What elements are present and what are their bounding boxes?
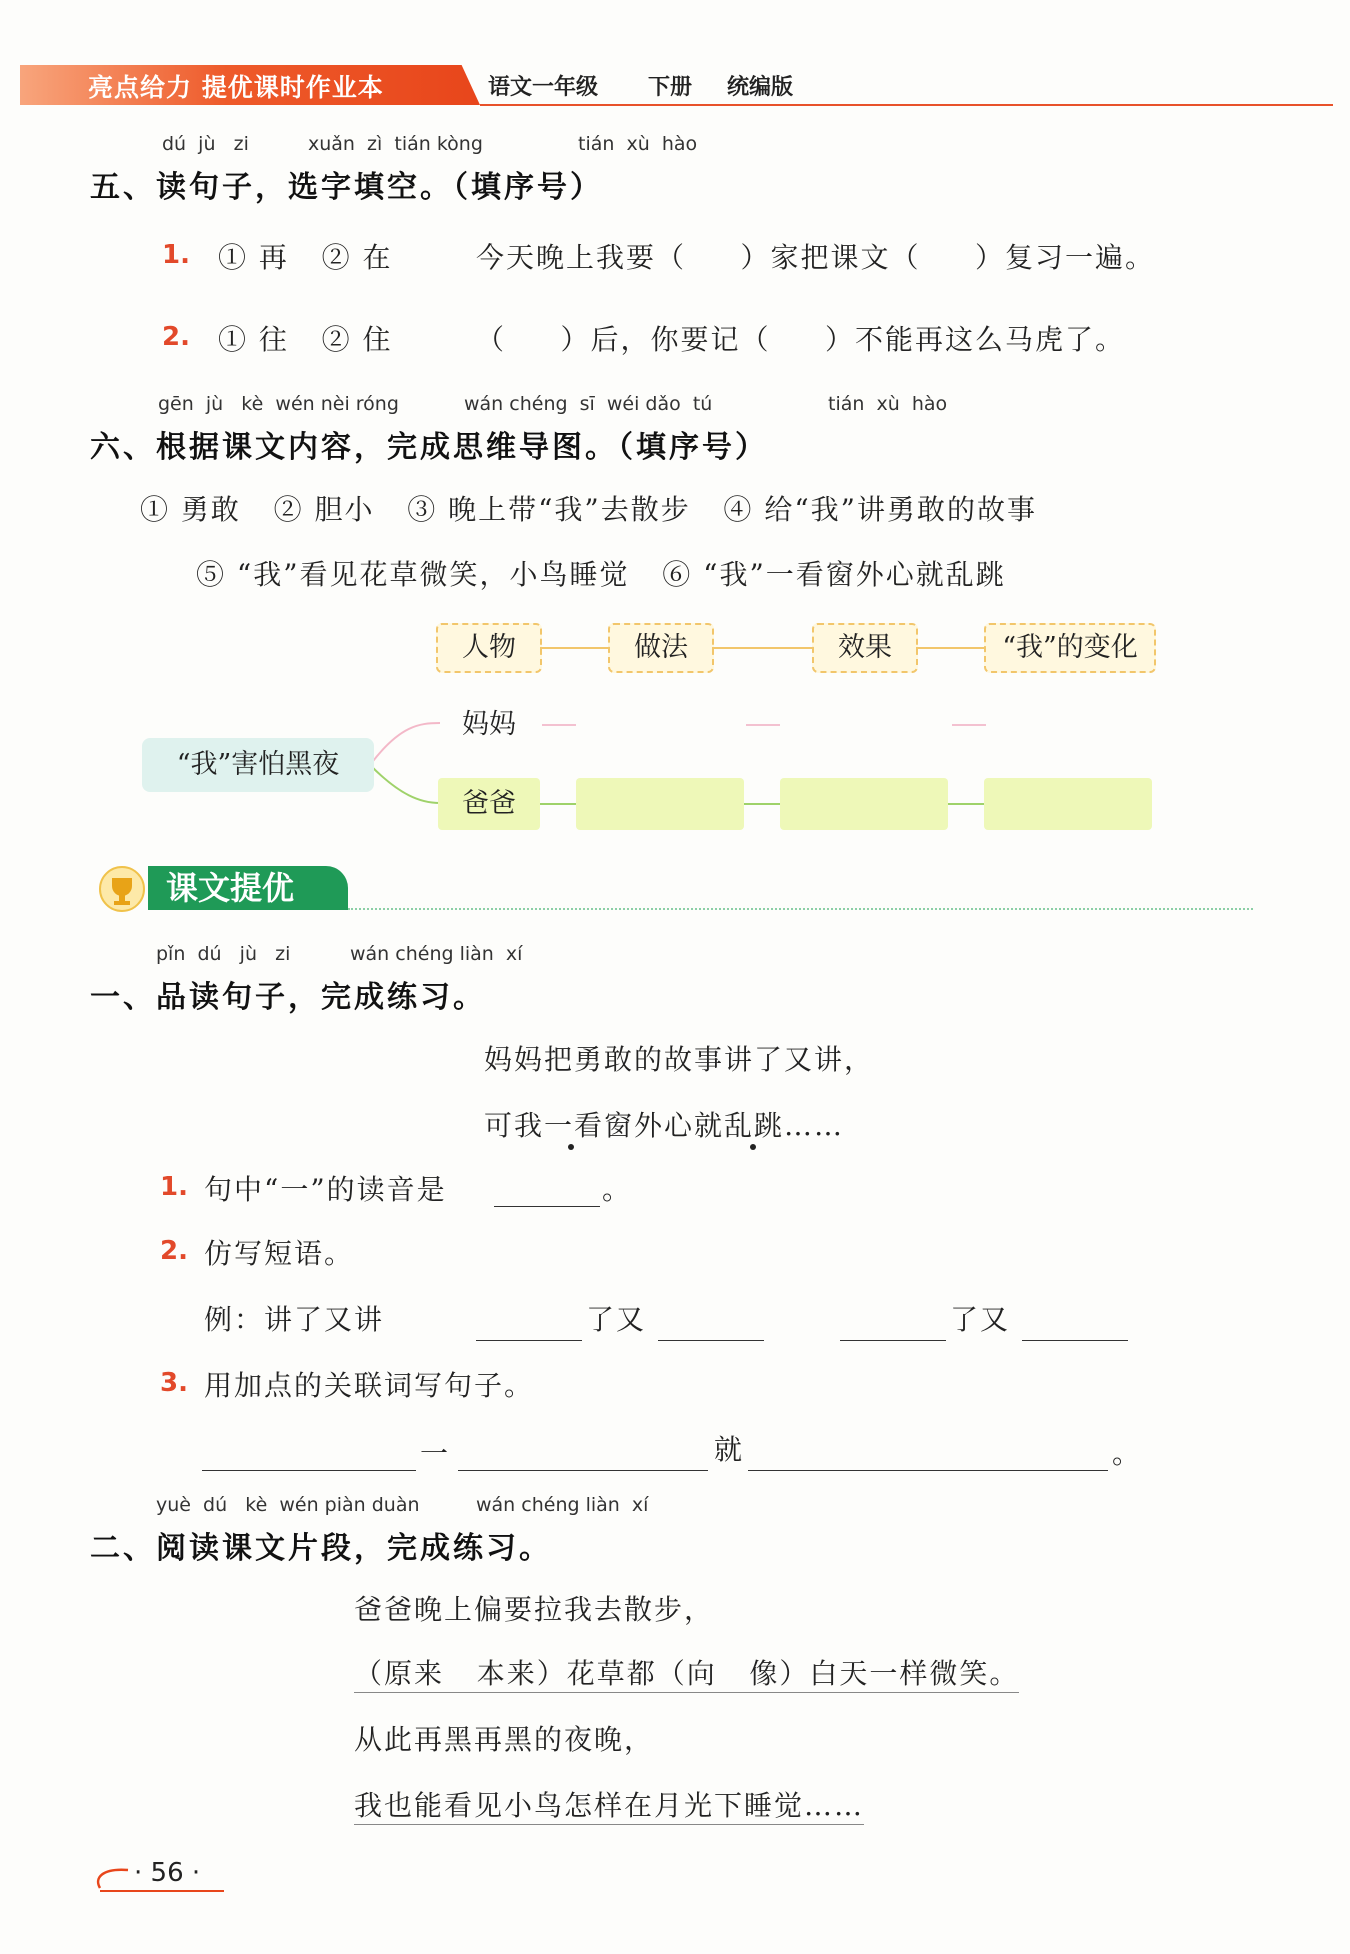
mindmap-connector	[540, 803, 576, 805]
answer-blank[interactable]	[202, 1434, 416, 1471]
page-number: · 56 ·	[134, 1858, 201, 1888]
part1-q3-number: 3.	[160, 1368, 188, 1398]
answer-blank[interactable]	[748, 1434, 1108, 1471]
part1-heading: 一、品读句子，完成练习。	[90, 980, 486, 1015]
pinyin-sec6-c: tián xù hào	[828, 393, 948, 415]
mindmap-col-change: “我”的变化	[984, 623, 1156, 673]
sec5-q2-text: （ ）后，你要记（ ）不能再这么马虎了。	[476, 323, 1126, 356]
pinyin-sec6-a: gēn jù kè wén nèi róng	[158, 393, 399, 415]
banner-rule	[348, 908, 1253, 910]
trophy-icon	[94, 864, 154, 914]
mindmap-connector	[916, 647, 984, 649]
mindmap-connector	[948, 803, 984, 805]
part1-quote-line2: 可我一看窗外心就乱跳……	[484, 1109, 845, 1142]
part1-q2-text: 仿写短语。	[204, 1237, 355, 1270]
part1-q3-text: 用加点的关联词写句子。	[204, 1369, 535, 1402]
mindmap-col-method: 做法	[608, 623, 714, 673]
sec5-heading: 五、读句子，选字填空。（填序号）	[90, 170, 603, 205]
subject-label: 语文一年级	[488, 75, 599, 100]
mindmap-fill-box[interactable]	[576, 778, 744, 830]
pinyin-sec6-b: wán chéng sī wéi dǎo tú	[464, 393, 713, 415]
part1-q2-blank-b: 了又	[950, 1303, 1011, 1336]
mindmap-root: “我”害怕黑夜	[142, 738, 374, 792]
edition-label: 统编版	[727, 75, 794, 100]
answer-blank[interactable]	[840, 1304, 946, 1341]
part2-line4: 我也能看见小鸟怎样在月光下睡觉……	[354, 1784, 864, 1825]
page-corner-icon	[92, 1862, 132, 1892]
part1-q1-number: 1.	[160, 1172, 188, 1202]
sec5-q1-options: ① 再 ② 在	[218, 241, 393, 274]
sec5-q2-number: 2.	[162, 322, 190, 352]
pinyin-sec5-b: xuǎn zì tián kòng	[308, 133, 483, 155]
pinyin-sec5-a: dú jù zi	[162, 133, 249, 155]
part1-q3-word2: 就	[714, 1433, 745, 1466]
part1-q2-blank-a: 了又	[586, 1303, 647, 1336]
part2-heading: 二、阅读课文片段，完成练习。	[90, 1531, 552, 1566]
volume-label: 下册	[648, 75, 693, 100]
pinyin-part2-a: yuè dú kè wén piàn duàn	[156, 1494, 420, 1516]
sec5-q1-number: 1.	[162, 240, 190, 270]
mindmap-connector	[540, 647, 608, 649]
mindmap-branch-dad: 爸爸	[438, 778, 540, 830]
part2-line2: （原来 本来）花草都（向 像）白天一样微笑。	[354, 1652, 1019, 1693]
answer-blank[interactable]	[494, 1170, 600, 1207]
mindmap-connector	[746, 724, 780, 726]
mindmap-connector	[542, 724, 576, 726]
part1-q3-end: 。	[1112, 1437, 1143, 1470]
pinyin-part1-b: wán chéng liàn xí	[350, 943, 523, 965]
part1-q1-end: 。	[602, 1173, 633, 1206]
footer-rule	[100, 1890, 224, 1892]
series-title: 亮点给力 提优课时作业本	[88, 73, 384, 102]
answer-blank[interactable]	[658, 1304, 764, 1341]
mindmap-connector	[712, 647, 812, 649]
part2-line1: 爸爸晚上偏要拉我去散步，	[354, 1593, 715, 1626]
sec6-heading: 六、根据课文内容，完成思维导图。（填序号）	[90, 430, 768, 465]
mindmap-connector	[744, 803, 780, 805]
part2-line3: 从此再黑再黑的夜晚，	[354, 1723, 655, 1756]
answer-blank[interactable]	[458, 1434, 708, 1471]
section-banner: 课文提优	[148, 866, 348, 910]
part1-q1-text: 句中“一”的读音是	[204, 1173, 447, 1206]
sec5-q2-options: ① 往 ② 住	[218, 323, 393, 356]
pinyin-sec5-c: tián xù hào	[578, 133, 698, 155]
mindmap-fill-box[interactable]	[780, 778, 948, 830]
emphasis-dot	[568, 1144, 574, 1150]
answer-blank[interactable]	[476, 1304, 582, 1341]
mindmap-connector	[952, 724, 986, 726]
mindmap-fill-box[interactable]	[984, 778, 1152, 830]
sec6-options-row2: ⑤ “我”看见花草微笑，小鸟睡觉 ⑥ “我”一看窗外心就乱跳	[196, 558, 1006, 591]
header-rule	[480, 104, 1333, 106]
mindmap-branch-mom: 妈妈	[462, 709, 516, 740]
part1-quote-line1: 妈妈把勇敢的故事讲了又讲，	[484, 1043, 875, 1076]
sec6-options-row1: ① 勇敢 ② 胆小 ③ 晚上带“我”去散步 ④ 给“我”讲勇敢的故事	[140, 493, 1037, 526]
answer-blank[interactable]	[1022, 1304, 1128, 1341]
sec5-q1-text: 今天晚上我要（ ）家把课文（ ）复习一遍。	[476, 241, 1156, 274]
part1-q2-example: 例：讲了又讲	[204, 1303, 385, 1336]
mindmap-col-effect: 效果	[812, 623, 918, 673]
mindmap-col-person: 人物	[436, 623, 542, 673]
emphasis-dot	[750, 1144, 756, 1150]
part1-q2-number: 2.	[160, 1236, 188, 1266]
part1-q3-word1: 一	[420, 1437, 451, 1470]
pinyin-part1-a: pǐn dú jù zi	[156, 943, 291, 965]
pinyin-part2-b: wán chéng liàn xí	[476, 1494, 649, 1516]
